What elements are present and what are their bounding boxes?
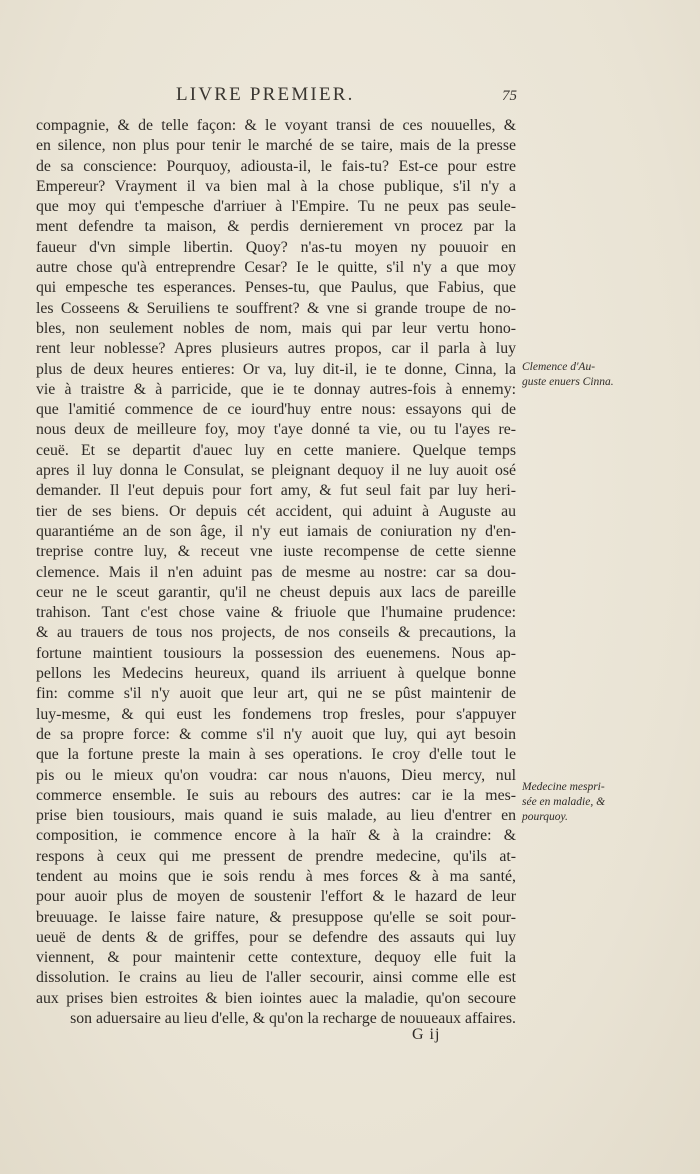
text-line: que moy qui t'empesche d'arriuer à l'Empire. Tu ne peux pas seule- <box>36 198 516 216</box>
margin-note-line: Medecine mespri- <box>522 781 605 793</box>
text-line: pellons les Medecins heureux, quand ils arriuent à quelque bonne <box>36 665 516 683</box>
margin-note-line: sée en maladie, & <box>522 796 606 808</box>
text-line: de sa propre force: & comme s'il n'y auoit que luy, qui ayt besoin <box>36 725 516 743</box>
margin-note-line: guste enuers Cinna. <box>522 376 614 388</box>
text-line: Empereur? Vrayment il va bien mal à la chose publique, s'il n'y a <box>36 177 516 195</box>
text-line: en silence, non plus pour tenir le marché de se taire, mais de la presse <box>36 137 516 155</box>
text-line: que l'amitié commence de ce iourd'huy entre nous: essayons qui de <box>36 401 516 419</box>
margin-note-medecine <box>522 780 632 825</box>
margin-note-line: pourquoy. <box>522 811 568 823</box>
text-line: respons à ceux qui me pressent de prendre medecine, qu'ils at- <box>36 847 516 865</box>
text-line: vie à traistre & à parricide, que ie te donnay autres-fois à ennemy: <box>36 380 516 398</box>
text-line: treprise contre luy, & receut vne iuste recompense de cette sienne <box>36 543 516 561</box>
text-line: composition, ie commence encore à la haïr & à la craindre: & <box>36 827 516 845</box>
text-line: viennent, & pour maintenir cette contexture, dequoy elle fuit la <box>36 949 516 967</box>
text-line: de sa conscience: Pourquoy, adiousta-il, le fais-tu? Est-ce pour estre <box>36 157 516 175</box>
text-line: que la fortune preste la main à ses operations. Ie croy d'elle tout le <box>36 746 516 764</box>
body-text <box>36 116 516 1029</box>
text-line: bles, non seulement nobles de nom, mais qui par leur vertu hono- <box>36 319 516 337</box>
text-line: qui empesche tes esperances. Penses-tu, que Paulus, que Fabius, que <box>36 279 516 297</box>
running-head <box>0 84 700 108</box>
text-line: trahison. Tant c'est chose vaine & friuole que l'humaine prudence: <box>36 604 516 622</box>
text-line: luy-mesme, & qui eust les fondemens trop fresles, pour s'appuyer <box>36 705 516 723</box>
text-line: & au trauers de tous nos projects, de nos conseils & precautions, la <box>36 624 516 642</box>
text-line: clemence. Mais il n'en aduint pas de mesme au nostre: car sa dou- <box>36 563 516 581</box>
text-line: dissolution. Ie crains au lieu de l'aller secourir, ainsi comme elle est <box>36 969 516 987</box>
text-line: fortune maintient tousiours la possession des euenemens. Nous ap- <box>36 644 516 662</box>
margin-note-clemence <box>522 360 632 390</box>
text-line: ment defendre ta maison, & perdis dernierement vn procez par la <box>36 218 516 236</box>
text-line: apres il luy donna le Consulat, se pleignant dequoy il ne luy auoit osé <box>36 462 516 480</box>
text-line: tier de ses biens. Or depuis cét accident, qui aduint à Auguste au <box>36 502 516 520</box>
text-line: ceur ne le sceut garantir, qu'il ne cheust depuis aux lacs de pareille <box>36 583 516 601</box>
text-line: demander. Il l'eut depuis pour fort amy, & fut seul fait par luy heri- <box>36 482 516 500</box>
text-line: autre chose qu'à entreprendre Cesar? Ie le quitte, s'il n'y a que moy <box>36 259 516 277</box>
text-line: ueuë de dents & de griffes, pour se defendre des assauts qui luy <box>36 928 516 946</box>
text-line: son aduersaire au lieu d'elle, & qu'on la recharge de nouueaux affaires. <box>70 1010 516 1028</box>
page-number: 75 <box>502 88 517 104</box>
text-line: pour auoir plus de moyen de soustenir l'effort & le hazard de leur <box>36 888 516 906</box>
text-line: prise bien tousiours, mais quand ie suis malade, au lieu d'entrer en <box>36 807 516 825</box>
text-line: compagnie, & de telle façon: & le voyant transi de ces nouuelles, & <box>36 117 516 134</box>
margin-note-line: Clemence d'Au- <box>522 361 596 373</box>
text-line: ceuë. Et se departit d'auec luy en cette maniere. Quelque temps <box>36 441 516 459</box>
text-line: breuuage. Ie laisse faire nature, & presuppose qu'elle se soit pour- <box>36 908 516 926</box>
text-line: faueur d'vn simple libertin. Quoy? n'as-tu moyen ny pouuoir en <box>36 238 516 256</box>
text-line: nous deux de meilleure foy, moy t'aye donné ta vie, ou tu l'ayes re- <box>36 421 516 439</box>
text-line: plus de deux heures entieres: Or va, luy dit-il, ie te donne, Cinna, la <box>36 360 516 378</box>
text-line: rent leur noblesse? Apres plusieurs autres propos, car il parla à luy <box>36 340 516 358</box>
text-line: pis ou le mieux qu'on voudra: car nous n'auons, Dieu mercy, nul <box>36 766 516 784</box>
signature-mark: G ij <box>412 1026 441 1043</box>
text-line: fin: comme s'il n'y auoit que leur art, qui ne se pûst maintenir de <box>36 685 516 703</box>
text-line: aux prises bien estroites & bien iointes auec la maladie, qu'on secoure <box>36 989 516 1007</box>
text-line: les Cosseens & Seruiliens te souffrent? & vne si grande troupe de no- <box>36 299 516 317</box>
text-line: quarantiéme an de son âge, il n'y eut iamais de coniuration ny d'en- <box>36 522 516 540</box>
text-line: commerce ensemble. Ie suis au rebours des autres: car ie la mes- <box>36 786 516 804</box>
running-title: LIVRE PREMIER. <box>176 84 355 105</box>
text-line: tendent au moins que ie sois rendu à mes forces & à ma santé, <box>36 867 516 885</box>
